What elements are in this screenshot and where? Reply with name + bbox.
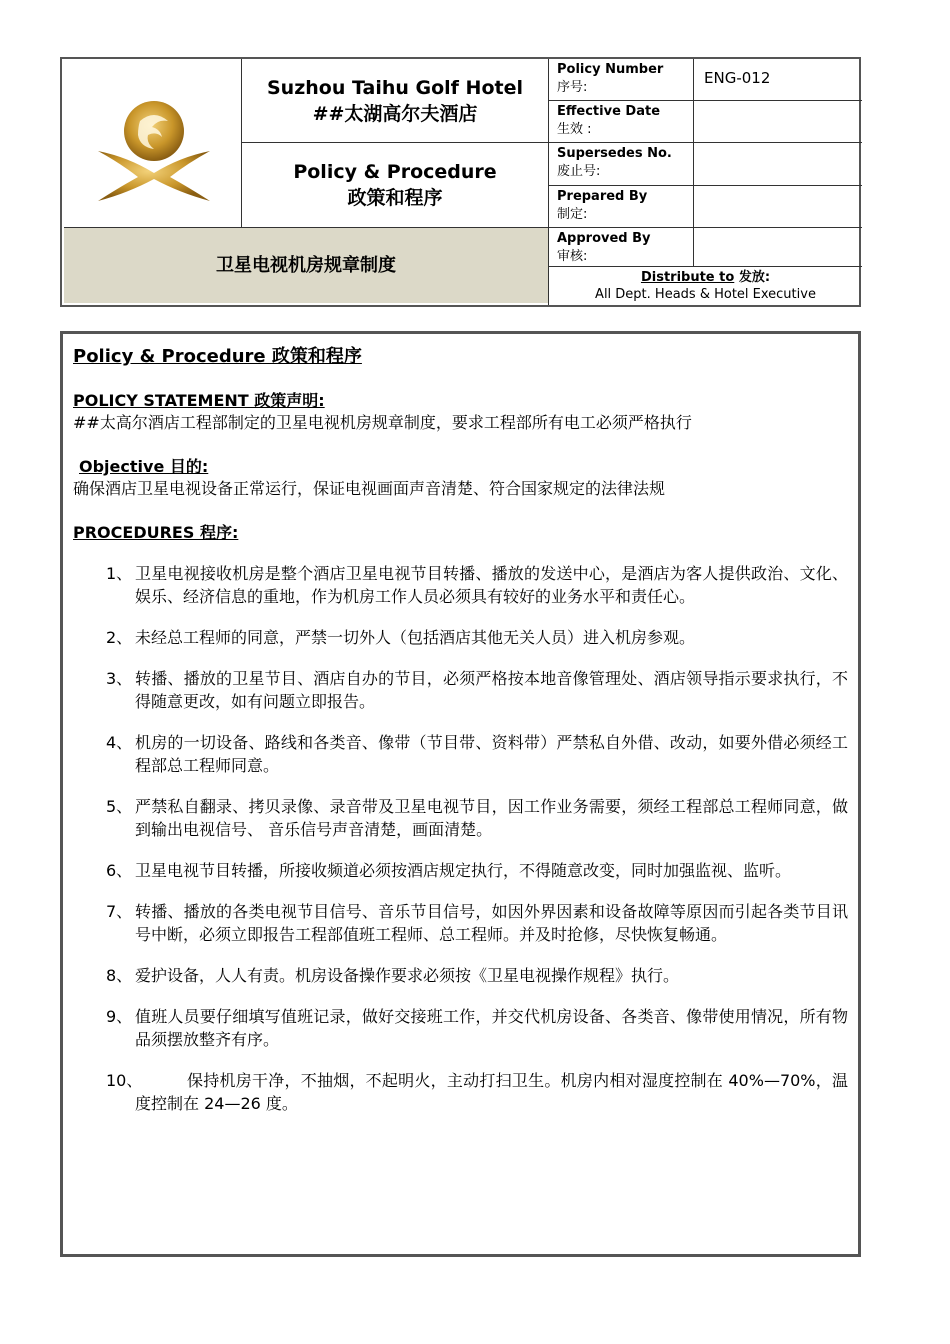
policy-number-value: ENG-012	[704, 69, 771, 87]
effective-date-label: Effective Date	[557, 104, 661, 119]
distribute-row	[549, 267, 862, 305]
document-header	[60, 57, 861, 307]
effective-date-label-cn: 生效 :	[557, 122, 592, 137]
procedures-heading: PROCEDURES 程序:	[73, 523, 239, 542]
policy-body	[60, 331, 861, 1257]
section-title: Policy & Procedure 政策和程序	[73, 346, 362, 367]
policy-number-label-cn: 序号:	[557, 80, 588, 95]
list-item: 5、 严禁私自翻录、拷贝录像、录音带及卫星电视节目，因工作业务需要，须经工程部总工程师同意，做到输出电视信号、 音乐信号声音清楚，画面清楚。	[106, 797, 848, 839]
supersedes-value	[694, 143, 862, 185]
objective-text: 确保酒店卫星电视设备正常运行，保证电视画面声音清楚、符合国家规定的法律法规	[73, 479, 666, 498]
doc-type-cn: 政策和程序	[347, 187, 443, 209]
meta-row-supersedes	[549, 143, 862, 186]
subject-cell	[64, 227, 548, 303]
distribute-label: Distribute to	[640, 270, 735, 285]
objective-heading: Objective 目的:	[79, 457, 209, 476]
hotel-name-cn: ##太湖高尔夫酒店	[312, 102, 478, 125]
approved-by-label-cn: 审核:	[557, 249, 588, 264]
policy-content	[73, 344, 848, 1133]
prepared-by-label: Prepared By	[557, 189, 648, 204]
logo-cell	[62, 59, 242, 227]
doc-type-en: Policy & Procedure	[293, 161, 497, 183]
effective-date-value	[694, 101, 862, 142]
list-item: 9、 值班人员要仔细填写值班记录，做好交接班工作，并交代机房设备、各类音、像带使用情况，所有物品须摆放整齐有序。	[106, 1007, 848, 1049]
hotel-title-cell	[242, 59, 548, 143]
policy-statement-text: ##太高尔酒店工程部制定的卫星电视机房规章制度，要求工程部所有电工必须严格执行	[73, 413, 692, 432]
policy-number-label: Policy Number	[557, 62, 664, 77]
list-item: 8、 爱护设备，人人有责。机房设备操作要求必须按《卫星电视操作规程》执行。	[106, 966, 680, 985]
hotel-logo-icon	[62, 59, 242, 227]
list-item: 1、 卫星电视接收机房是整个酒店卫星电视节目转播、播放的发送中心，是酒店为客人提供政治、文化、娱乐、经济信息的重地，作为机房工作人员必须具有较好的业务水平和责任心。	[106, 564, 848, 606]
supersedes-label: Supersedes No.	[557, 146, 672, 161]
doc-type-cell	[242, 143, 548, 227]
list-item: 7、 转播、播放的各类电视节目信号、音乐节目信号，如因外界因素和设备故障等原因而引起各类节目讯号中断，必须立即报告工程部值班工程师、总工程师。并及时抢修，尽快恢复畅通。	[106, 902, 848, 944]
distribute-label-cn: 发放:	[734, 270, 771, 285]
meta-row-effective-date	[549, 101, 862, 143]
distribute-value: All Dept. Heads & Hotel Executive	[595, 287, 816, 302]
meta-table	[548, 59, 861, 305]
prepared-by-value	[694, 186, 862, 227]
subject-title: 卫星电视机房规章制度	[216, 254, 396, 276]
meta-row-policy-number	[549, 59, 862, 101]
approved-by-label: Approved By	[557, 231, 651, 246]
meta-row-prepared-by	[549, 186, 862, 228]
list-item: 3、 转播、播放的卫星节目、酒店自办的节目，必须严格按本地音像管理处、酒店领导指示要求执行，不得随意更改，如有问题立即报告。	[106, 669, 848, 711]
prepared-by-label-cn: 制定:	[557, 207, 588, 222]
list-item: 6、 卫星电视节目转播，所接收频道必须按酒店规定执行，不得随意改变，同时加强监视、监听。	[106, 861, 792, 880]
supersedes-label-cn: 废止号:	[557, 164, 601, 179]
list-item: 10、 保持机房干净，不抽烟，不起明火，主动打扫卫生。机房内相对湿度控制在 40%—70%，温度控制在 24—26 度。	[106, 1071, 848, 1113]
approved-by-value	[694, 228, 862, 266]
list-item: 2、 未经总工程师的同意，严禁一切外人（包括酒店其他无关人员）进入机房参观。	[106, 628, 696, 647]
procedures-list	[73, 562, 848, 1115]
meta-row-approved-by	[549, 228, 862, 267]
policy-statement-heading: POLICY STATEMENT 政策声明:	[73, 391, 325, 410]
hotel-name-en: Suzhou Taihu Golf Hotel	[267, 76, 523, 99]
list-item: 4、 机房的一切设备、路线和各类音、像带（节目带、资料带）严禁私自外借、改动，如要外借必须经工程部总工程师同意。	[106, 733, 848, 775]
